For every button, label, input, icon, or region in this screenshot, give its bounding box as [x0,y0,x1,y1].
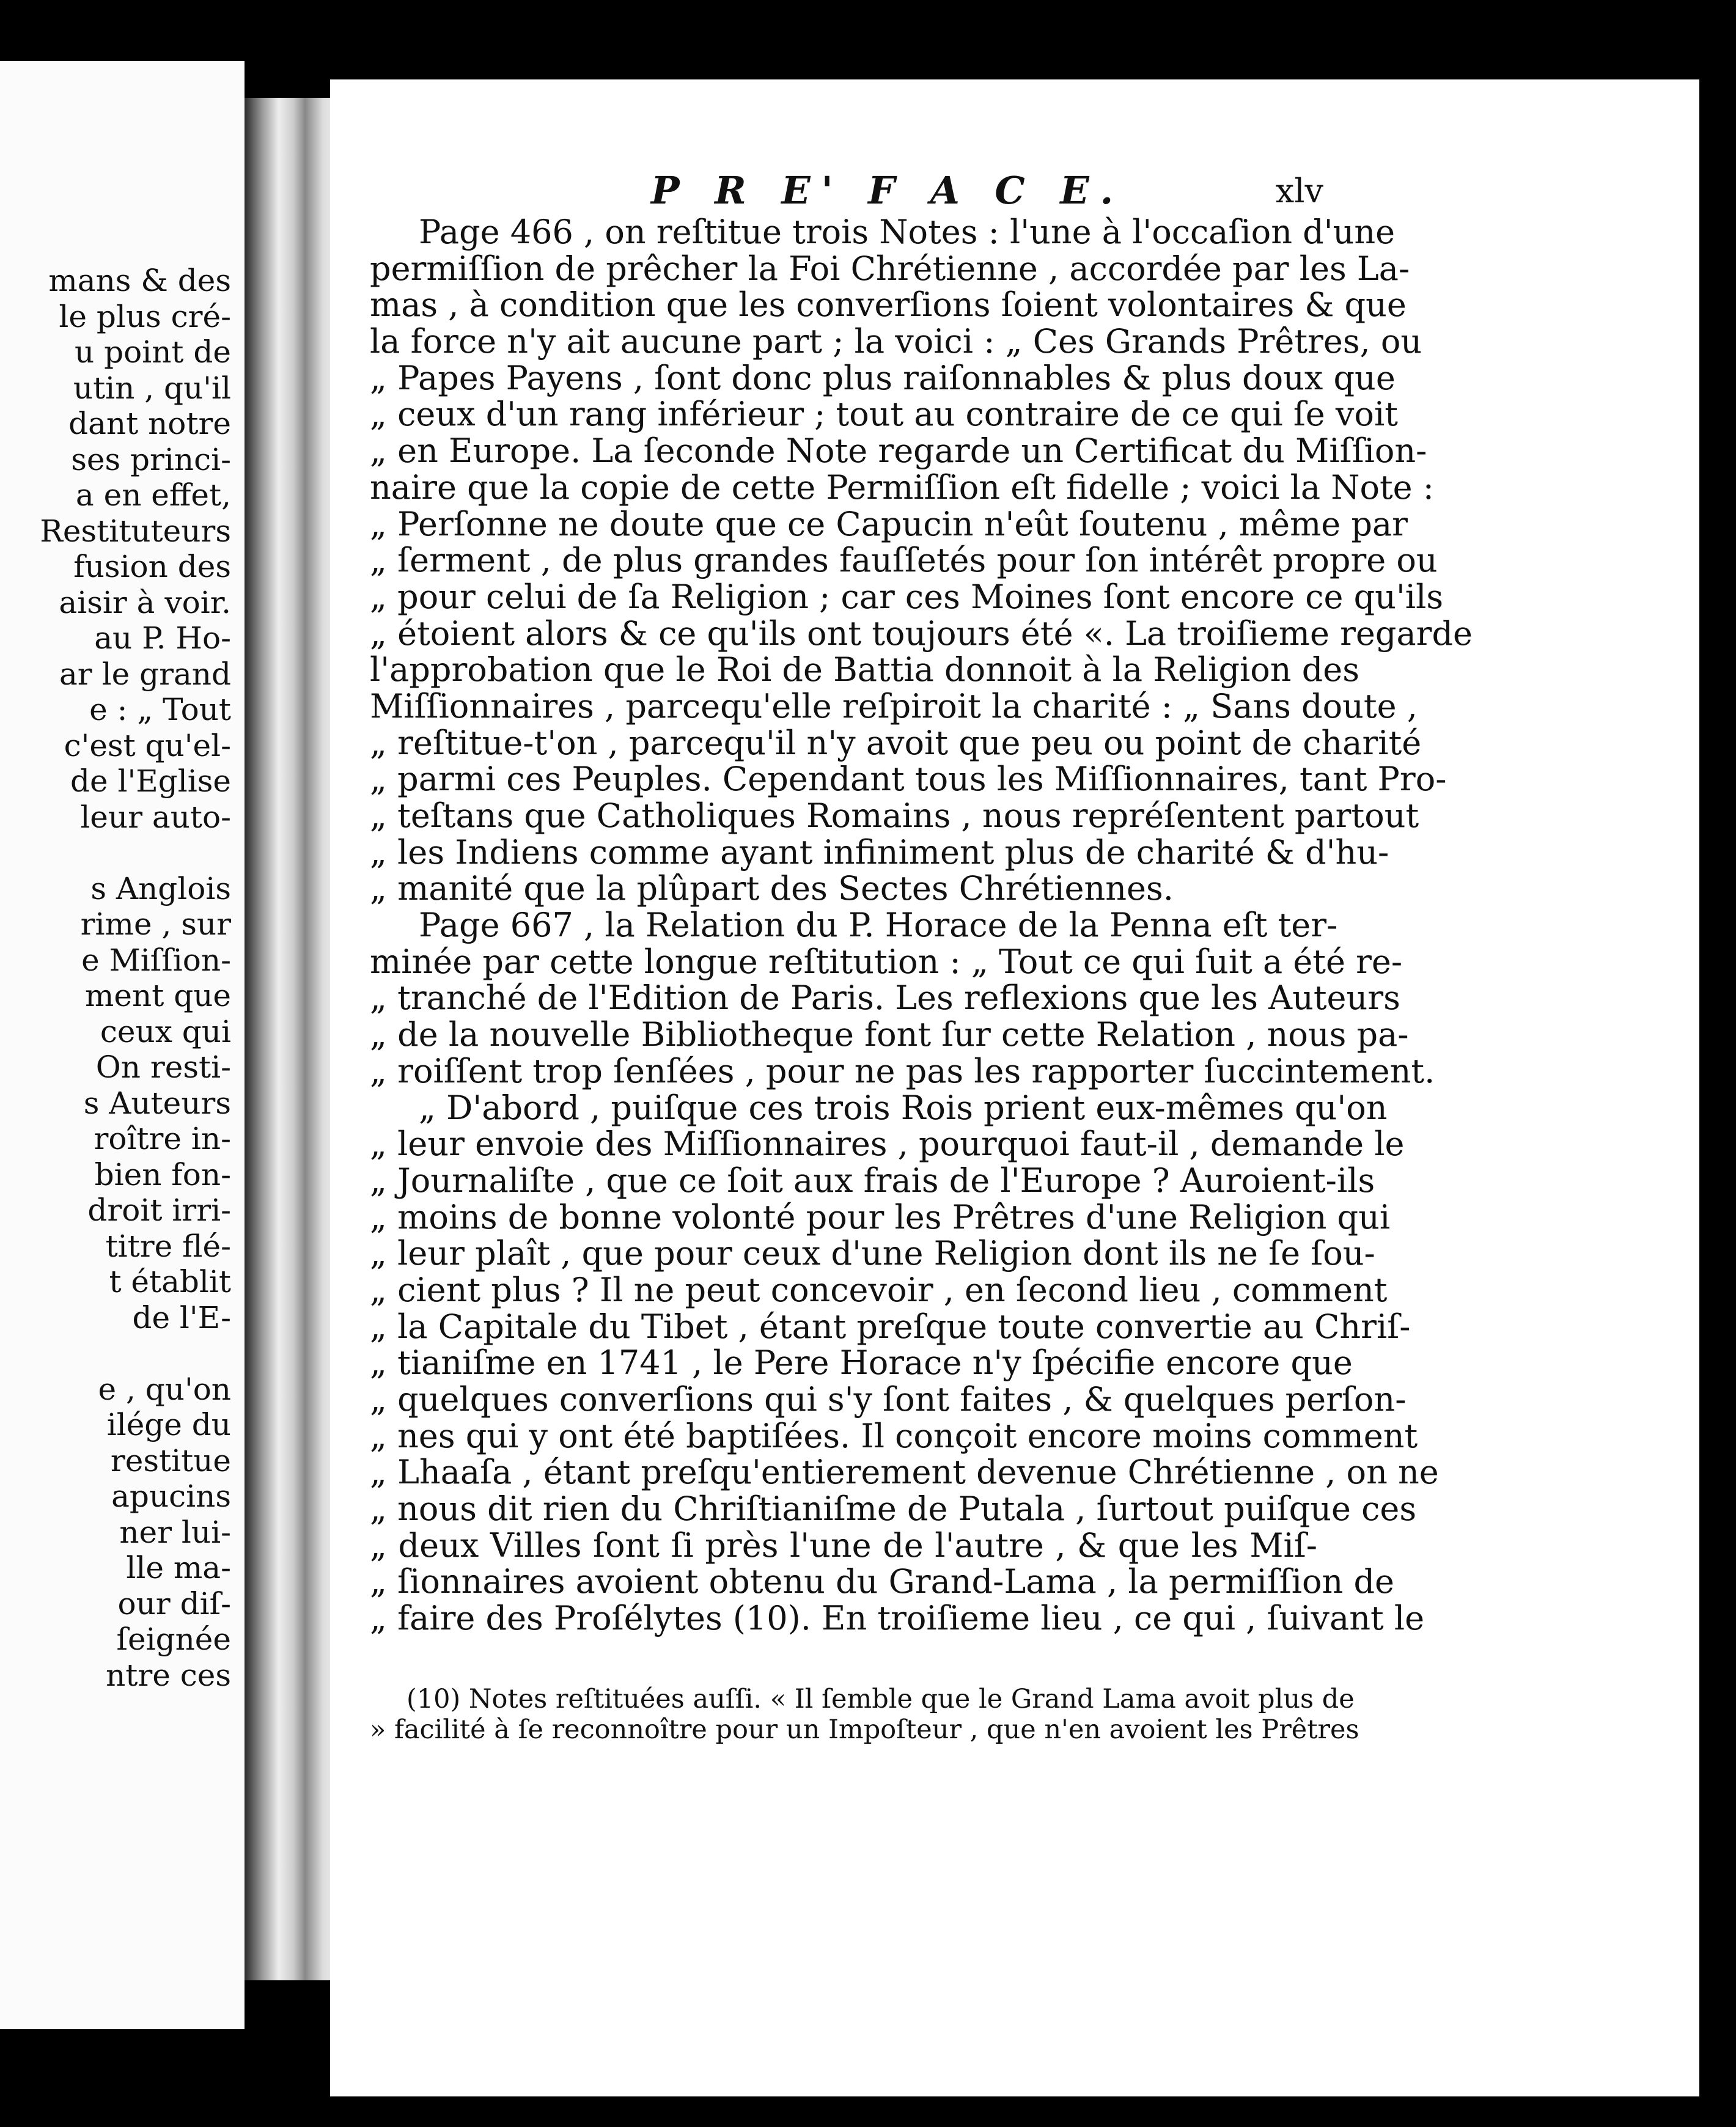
text-line: „ deux Villes ſont ſi près l'une de l'autre , & que les Miſ- [370,1526,1317,1565]
facing-page-line: e : „ Tout [89,692,231,727]
text-line: „ ceux d'un rang inférieur ; tout au contraire de ce qui ſe voit [370,395,1398,434]
text-line: „ nes qui y ont été baptiſées. Il conçoit encore moins comment [370,1416,1418,1455]
facing-page-line: leur auto- [80,799,231,835]
facing-page-line: ar le grand [59,656,231,692]
text-line: „ la Capitale du Tibet , étant preſque toute convertie au Chriſ- [370,1307,1411,1346]
facing-page-line: ceux qui [100,1013,231,1049]
facing-page-line: u point de [75,334,231,370]
facing-page-line [40,835,231,871]
text-line: „ de la nouvelle Bibliotheque font ſur cette Relation , nous pa- [370,1015,1409,1054]
page-title: P R E' F A C E. [651,168,1125,213]
text-line: „ leur plaît , que pour ceux d'une Religion dont ils ne ſe ſou- [370,1234,1375,1273]
facing-page-line: apucins [111,1479,231,1514]
text-line: naire que la copie de cette Permiſſion eſt fidelle ; voici la Note : [370,468,1434,507]
text-line: Page 667 , la Relation du P. Horace de la Penna eſt ter- [419,906,1338,945]
facing-page-line: s Auteurs [83,1085,231,1121]
facing-page-line: ntre ces [106,1657,231,1693]
text-line: „ Lhaaſa , étant preſqu'entierement devenue Chrétienne , on ne [370,1453,1439,1492]
text-line: „ reſtitue-t'on , parcequ'il n'y avoit que peu ou point de charité [370,723,1422,762]
facing-page-line: c'est qu'el- [64,727,231,763]
text-line: „ pour celui de ſa Religion ; car ces Moines ſont encore ce qu'ils [370,577,1444,616]
facing-page-line: roître in- [94,1121,231,1156]
text-line: mas , à condition que les converſions ſoient volontaires & que [370,285,1407,325]
facing-page-line: droit irri- [87,1192,231,1228]
facing-page-line: ment que [85,978,231,1013]
book-gutter [245,98,342,1980]
text-line: „ moins de bonne volonté pour les Prêtres d'une Religion qui [370,1197,1391,1236]
page-number: xlv [1275,172,1323,210]
facing-page-left [0,61,245,2029]
facing-page-line: On resti- [95,1049,231,1085]
text-line: „ manité que la plûpart des Sectes Chrétiennes. [370,869,1174,908]
facing-page-line: titre flé- [105,1228,231,1264]
body-text [370,213,1473,1638]
facing-page-line: e Miſſion- [81,942,231,978]
facing-page-line: ses princi- [71,441,231,477]
text-line: „ teſtans que Catholiques Romains , nous repréſentent partout [370,796,1419,835]
text-line: „ parmi ces Peuples. Cependant tous les Miſſionnaires, tant Pro- [370,760,1447,799]
facing-page-line: mans & des [48,263,231,298]
running-head [370,168,1323,214]
footnote-line: » facilité à ſe reconnoître pour un Impoſteur , que n'en avoient les Prêtres [370,1714,1359,1745]
text-line: „ D'abord , puiſque ces trois Rois prient eux-mêmes qu'on [419,1088,1388,1127]
text-line: la force n'y ait aucune part ; la voici : „ Ces Grands Prêtres, ou [370,322,1422,361]
text-line: permiſſion de prêcher la Foi Chrétienne , accordée par les La- [370,249,1410,288]
text-line: „ en Europe. La ſeconde Note regarde un Certificat du Miſſion- [370,432,1427,471]
text-line: „ nous dit rien du Chriſtianiſme de Putala , ſurtout puiſque ces [370,1490,1417,1529]
facing-page-line: au P. Ho- [94,620,231,656]
facing-page-line: aisir à voir. [59,584,231,620]
text-line: „ tranché de l'Edition de Paris. Les reflexions que les Auteurs [370,979,1400,1018]
facing-page-line: lle ma- [126,1550,231,1585]
facing-page-line: rime , sur [80,906,231,942]
facing-page-line: our diſ- [117,1585,231,1622]
facing-page-line: Restituteurs [40,513,231,549]
facing-page-text [40,263,231,1693]
text-line: l'approbation que le Roi de Battia donnoit à la Religion des [370,650,1359,689]
facing-page-line: de l'Eglise [70,763,231,799]
text-line: Page 466 , on reſtitue trois Notes : l'une à l'occaſion d'une [419,213,1396,251]
text-line: Miſſionnaires , parcequ'elle reſpiroit la charité : „ Sans doute , [370,686,1418,726]
text-line: „ ſerment , de plus grandes fauſſetés pour ſon intérêt propre ou [370,541,1438,580]
text-line: „ cient plus ? Il ne peut concevoir , en ſecond lieu , comment [370,1270,1388,1309]
text-line: „ leur envoie des Miſſionnaires , pourquoi faut-il , demande le [370,1125,1405,1164]
facing-page-line: ilége du [106,1407,231,1442]
facing-page-line: fusion des [73,549,231,584]
text-line: „ faire des Proſélytes (10). En troiſieme lieu , ce qui , ſuivant le [370,1599,1425,1638]
facing-page-line: e , qu'on [98,1371,231,1407]
text-line: „ Papes Payens , ſont donc plus raiſonnables & plus doux que [370,358,1396,397]
facing-page-line: s Anglois [90,870,231,906]
facing-page-line: bien fon- [94,1156,231,1192]
text-line: „ Journaliſte , que ce ſoit aux frais de l'Europe ? Auroient-ils [370,1161,1375,1200]
text-line: „ les Indiens comme ayant infiniment plus de charité & d'hu- [370,832,1389,872]
facing-page-line: dant notre [68,406,231,441]
text-line: „ étoient alors & ce qu'ils ont toujours été «. La troiſieme regarde [370,614,1473,653]
facing-page-line: utin , qu'il [73,370,231,406]
footnote-line: (10) Notes reſtituées auſſi. « Il ſemble que le Grand Lama avoit plus de [406,1684,1355,1714]
facing-page-line: t établit [109,1264,231,1299]
facing-page-line: restitue [110,1442,231,1479]
footnote [370,1684,1359,1745]
text-line: „ quelques converſions qui s'y ſont faites , & quelques perſon- [370,1380,1407,1419]
facing-page-line: ner lui- [119,1514,231,1550]
text-line: minée par cette longue reſtitution : „ Tout ce qui ſuit a été re- [370,942,1403,981]
text-line: „ roiſſent trop ſenſées , pour ne pas les rapporter ſuccintement. [370,1051,1435,1090]
facing-page-line [40,1335,231,1372]
facing-page-line: ſeignée [116,1622,231,1657]
facing-page-line: de l'E- [132,1299,231,1335]
facing-page-line: le plus cré- [59,298,231,334]
text-line: „ tianiſme en 1741 , le Pere Horace n'y ſpécifie encore que [370,1343,1353,1383]
text-line: „ Perſonne ne doute que ce Capucin n'eût ſoutenu , même par [370,504,1408,543]
text-line: „ ſionnaires avoient obtenu du Grand-Lama , la permiſſion de [370,1562,1394,1601]
facing-page-line: a en effet, [75,477,231,513]
